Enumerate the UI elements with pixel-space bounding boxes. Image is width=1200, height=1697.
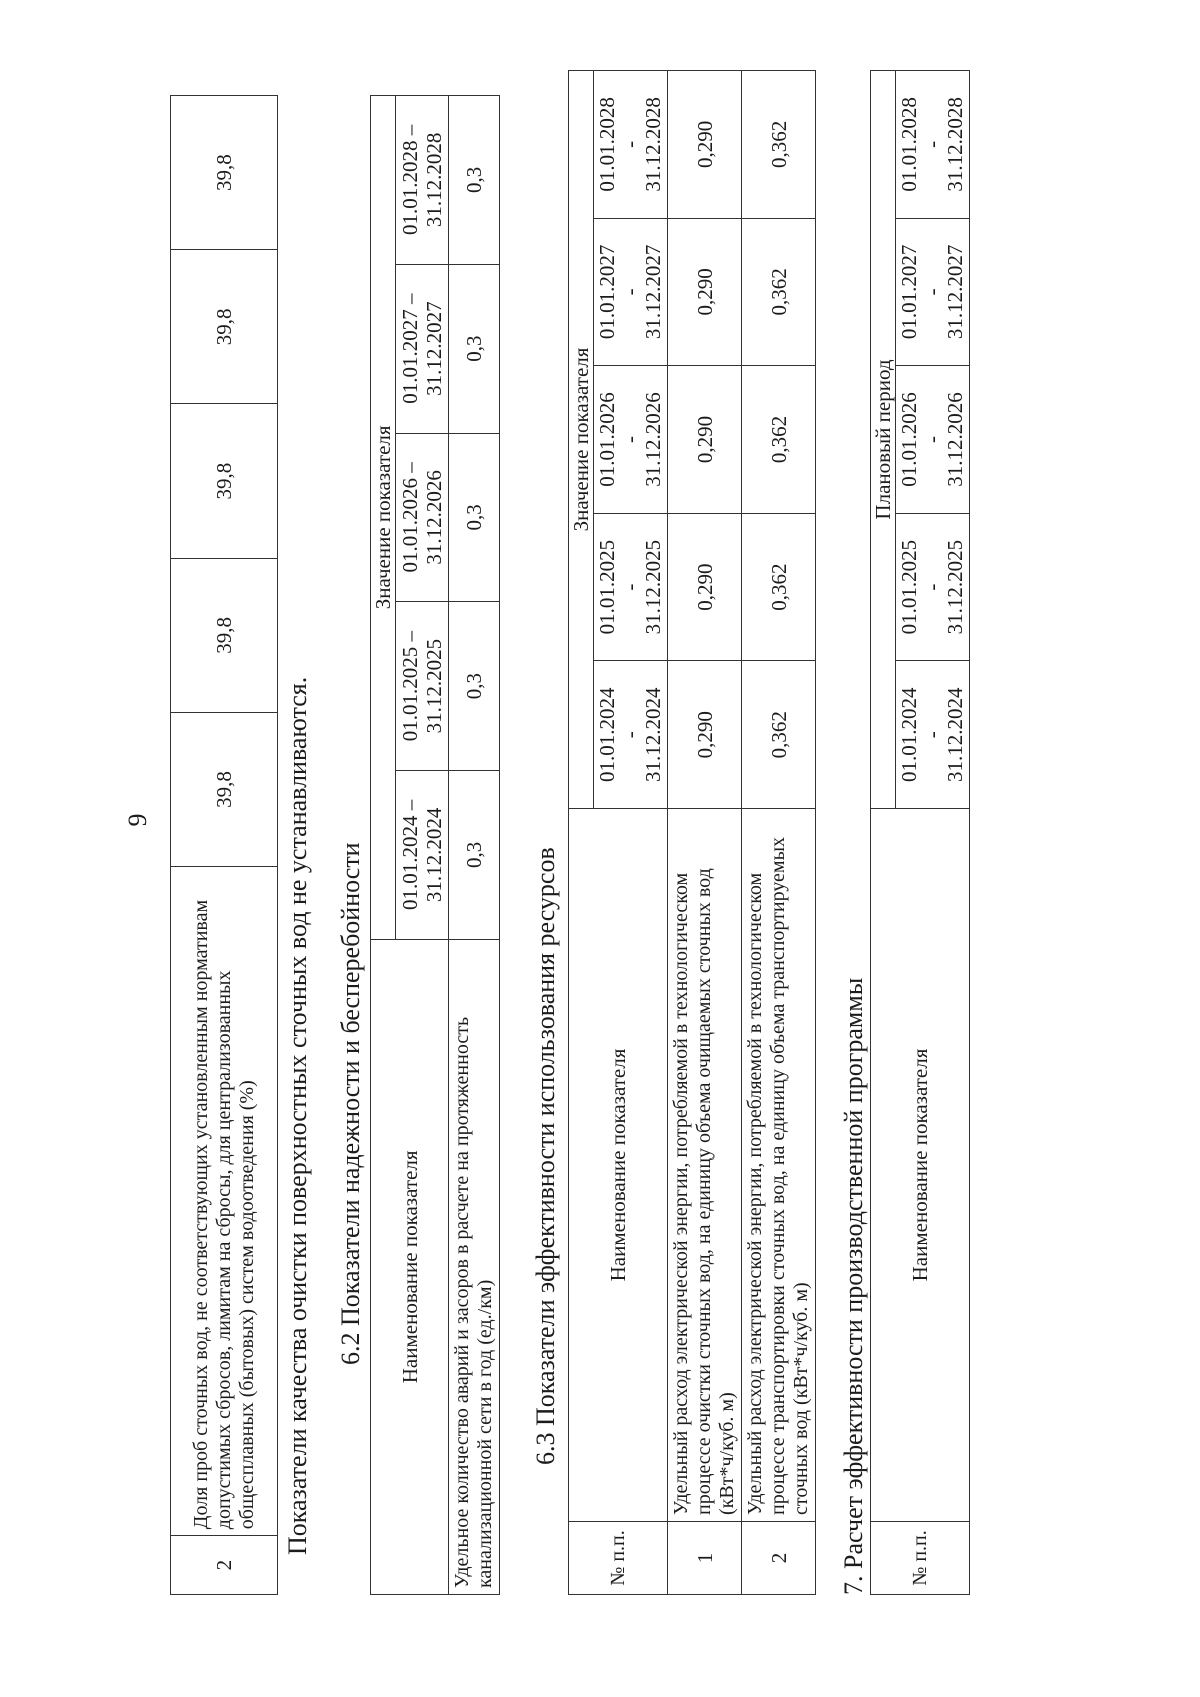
table-6-3-block: [568, 70, 816, 1595]
section-7-title: 7. Расчет эффективности производственной программы: [839, 977, 868, 1595]
period-header: 01.01.2026 – 31.12.2026: [396, 433, 449, 602]
table-header-row: [871, 71, 896, 1595]
value-cell: 0,362: [742, 366, 816, 514]
table-sewage-samples: [170, 95, 278, 1595]
row-number: 2: [171, 1536, 278, 1595]
period-header: 01.01.2024 - 31.12.2024: [594, 661, 668, 809]
period-header: 01.01.2027 – 31.12.2027: [396, 264, 449, 433]
indicator-name: Удельное количество аварий и засоров в расчете на протяженность канализационной сети в год (ед./км): [449, 939, 500, 1594]
period-header: 01.01.2025 - 31.12.2025: [896, 513, 970, 661]
value-cell: 0,3: [449, 264, 500, 433]
period-header: 01.01.2028 – 31.12.2028: [396, 96, 449, 265]
rotated-page-content: [170, 70, 967, 1595]
value-cell: 0,3: [449, 433, 500, 602]
value-cell: 0,290: [668, 218, 742, 366]
value-cell: 0,3: [449, 770, 500, 939]
table-7-block: [870, 70, 970, 1595]
table-row: [742, 71, 816, 1595]
section-6-3-title: 6.3 Показатели эффективности использования ресурсов: [531, 847, 560, 1465]
column-header-period: Плановый период: [871, 71, 896, 809]
table-row: [668, 71, 742, 1595]
period-header: 01.01.2027 - 31.12.2027: [594, 218, 668, 366]
value-cell: 0,362: [742, 71, 816, 219]
column-header-name: Наименование показателя: [569, 809, 668, 1522]
table-reliability: [370, 95, 500, 1595]
period-header: 01.01.2026 - 31.12.2026: [896, 366, 970, 514]
table-row: [449, 96, 500, 1595]
note-surface-water: Показатели качества очистки поверхностных сточных вод не устанавливаются.: [283, 676, 312, 1555]
value-cell: 0,290: [668, 71, 742, 219]
value-cell: 0,290: [668, 366, 742, 514]
value-cell: 0,3: [449, 602, 500, 771]
value-cell: 39,8: [171, 250, 278, 404]
indicator-name: Доля проб сточных вод, не соответствующих установленным нормативам допустимых сбросов, лимитам на сбросы, для централизованных общесплавных (бытовых) систем водоотведения (%): [171, 867, 278, 1536]
period-header: 01.01.2024 – 31.12.2024: [396, 770, 449, 939]
period-header: 01.01.2025 - 31.12.2025: [594, 513, 668, 661]
indicator-name: Удельный расход электрической энергии, потребляемой в технологическом процессе очистки сточных вод, на единицу объема очищаемых сточных вод (кВт*ч/куб. м): [668, 809, 742, 1522]
value-cell: 0,3: [449, 96, 500, 265]
column-header-num: № п.п.: [569, 1522, 668, 1595]
table-top-block: [170, 70, 278, 1595]
row-number: 1: [668, 1522, 742, 1595]
period-header: 01.01.2025 – 31.12.2025: [396, 602, 449, 771]
row-number: 2: [742, 1522, 816, 1595]
period-header: 01.01.2028 - 31.12.2028: [594, 71, 668, 219]
value-cell: 0,362: [742, 513, 816, 661]
section-6-2-title: 6.2 Показатели надежности и бесперебойности: [336, 842, 365, 1365]
page-number: 9: [123, 813, 152, 827]
column-header-name: Наименование показателя: [871, 809, 970, 1522]
period-header: 01.01.2026 - 31.12.2026: [594, 366, 668, 514]
value-cell: 39,8: [171, 712, 278, 866]
value-cell: 0,290: [668, 661, 742, 809]
table-header-row: [569, 71, 594, 1595]
column-header-value: Значение показателя: [569, 71, 594, 809]
column-header-value: Значение показателя: [371, 96, 396, 940]
value-cell: 0,290: [668, 513, 742, 661]
table-row: [171, 96, 278, 1595]
period-header: 01.01.2024 - 31.12.2024: [896, 661, 970, 809]
table-header-row: [371, 96, 396, 1595]
table-6-2-block: [370, 70, 500, 1595]
value-cell: 39,8: [171, 558, 278, 712]
period-header: 01.01.2028 - 31.12.2028: [896, 71, 970, 219]
value-cell: 0,362: [742, 218, 816, 366]
table-resource-efficiency: [568, 70, 816, 1595]
value-cell: 39,8: [171, 404, 278, 558]
column-header-name: Наименование показателя: [371, 939, 449, 1594]
column-header-num: № п.п.: [871, 1522, 970, 1595]
indicator-name: Удельный расход электрической энергии, потребляемой в технологическом процессе транспортировки сточных вод, на единицу объема транспортируемых сточных вод (кВт*ч/куб. м): [742, 809, 816, 1522]
table-program-efficiency: [870, 70, 970, 1595]
value-cell: 0,362: [742, 661, 816, 809]
value-cell: 39,8: [171, 96, 278, 250]
period-header: 01.01.2027 - 31.12.2027: [896, 218, 970, 366]
